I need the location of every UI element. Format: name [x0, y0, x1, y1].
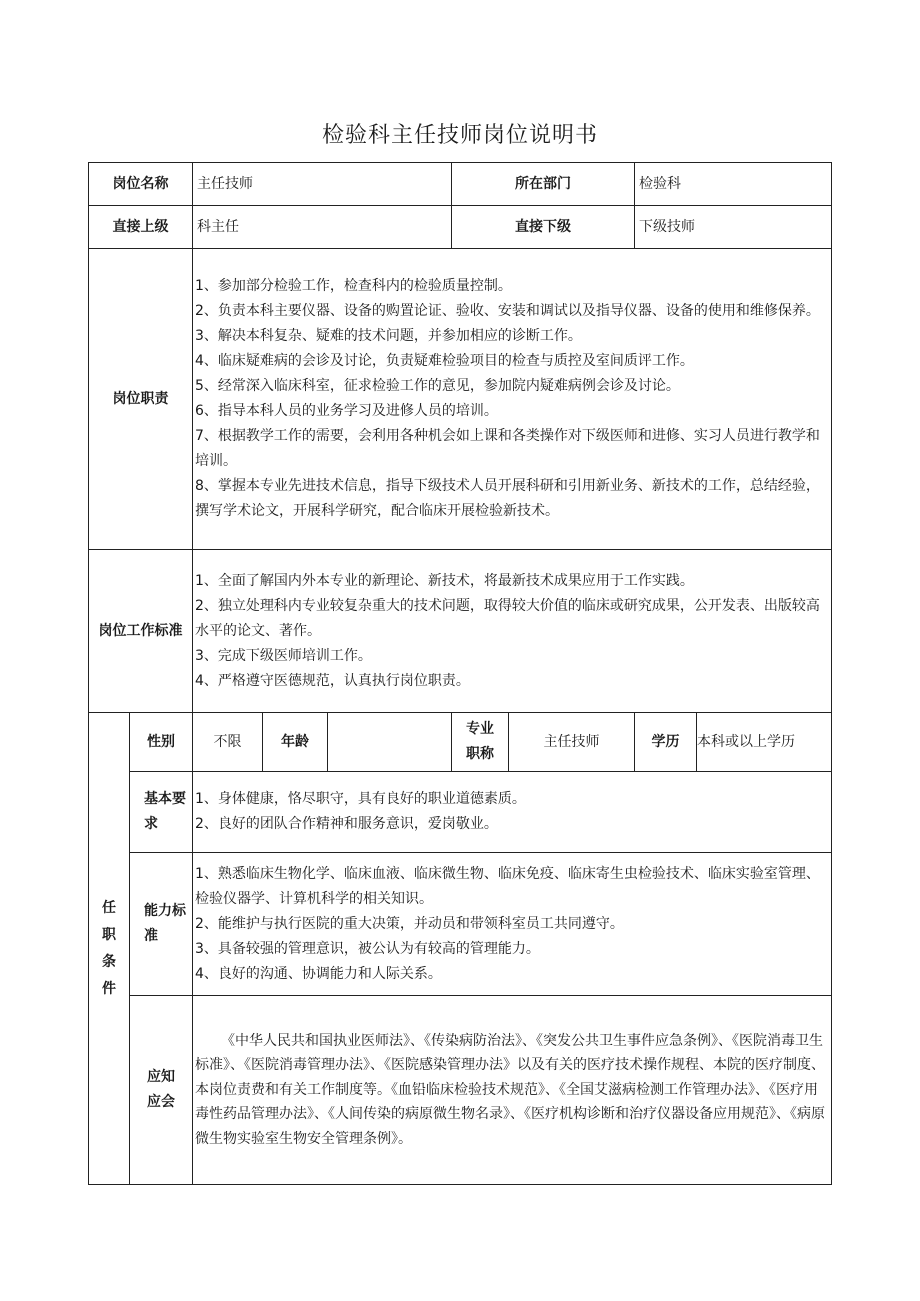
ability-item: 4、良好的沟通、协调能力和人际关系。	[195, 965, 442, 982]
basic-requirements-label: 基本要 求	[130, 772, 193, 853]
subordinate-value: 下级技师	[635, 206, 832, 249]
position-name-label: 岗位名称	[89, 163, 193, 206]
row-superior	[89, 206, 832, 249]
duty-item: 2、负责本科主要仪器、设备的购置论证、验收、安装和调试以及指导仪器、设备的使用和维修保养。	[195, 303, 820, 319]
education-value: 本科或以上学历	[697, 713, 832, 772]
superior-value: 科主任	[193, 206, 452, 249]
row-ability	[89, 853, 832, 996]
knowledge-label: 应知 应会	[130, 996, 193, 1185]
duties-label: 岗位职责	[89, 249, 193, 550]
job-description-table	[88, 162, 832, 1185]
standard-item: 1、全面了解国内外本专业的新理论、新技术，将最新技术成果应用于工作实践。	[195, 572, 694, 589]
department-label: 所在部门	[452, 163, 635, 206]
row-position-name	[89, 163, 832, 206]
education-label: 学历	[635, 713, 697, 772]
position-name-value: 主任技师	[193, 163, 452, 206]
duty-item: 4、临床疑难病的会诊及讨论，负责疑难检验项目的检查与质控及室间质评工作。	[195, 353, 694, 369]
standard-item: 3、完成下级医师培训工作。	[195, 647, 372, 664]
row-standards	[89, 550, 832, 713]
ability-list	[193, 853, 832, 996]
duty-item: 7、根据教学工作的需要，会利用各种机会如上课和各类操作对下级医师和进修、实习人员进行教学和培训。	[195, 428, 820, 469]
row-basic-requirements	[89, 772, 832, 853]
subordinate-label: 直接下级	[452, 206, 635, 249]
standards-label: 岗位工作标准	[89, 550, 193, 713]
age-value	[328, 713, 452, 772]
duty-item: 1、参加部分检验工作，检查科内的检验质量控制。	[195, 278, 512, 294]
ability-item: 2、能维护与执行医院的重大决策，并动员和带领科室员工共同遵守。	[195, 915, 624, 932]
duty-item: 6、指导本科人员的业务学习及进修人员的培训。	[195, 403, 498, 419]
duty-item: 8、掌握本专业先进技术信息，指导下级技术人员开展科研和引用新业务、新技术的工作，总结经验，撰写学术论文，开展科学研究，配合临床开展检验新技术。	[195, 478, 820, 519]
standard-item: 4、严格遵守医德规范，认真执行岗位职责。	[195, 672, 470, 689]
standards-list	[193, 550, 832, 713]
gender-value: 不限	[193, 713, 263, 772]
duty-item: 3、解决本科复杂、疑难的技术问题，并参加相应的诊断工作。	[195, 328, 582, 344]
basic-requirement-item: 2、良好的团队合作精神和服务意识，爱岗敬业。	[195, 816, 498, 832]
ability-label: 能力标 准	[130, 853, 193, 996]
row-basic-info	[89, 713, 832, 772]
basic-requirements-list	[193, 772, 832, 853]
superior-label: 直接上级	[89, 206, 193, 249]
knowledge-text: 《中华人民共和国执业医师法》、《传染病防治法》、《突发公共卫生事件应急条例》、《医院消毒卫生标准》、《医院消毒管理办法》、《医院感染管理办法》以及有关的医疗技术操作规程、本院的医疗制度、本岗位责费和有关工作制度等。《血铅临床检验技术规范》、《全国艾滋病检测工作管理办法》、《医疗用毒性药品管理办法》、《人间传染的病原微生物名录》、《医疗机构诊断和治疗仪器设备应用规范》、《病原微生物实验室生物安全管理条例》。	[193, 996, 832, 1185]
gender-label: 性别	[130, 713, 193, 772]
requirements-group-label: 任 职 条 件	[89, 713, 130, 1185]
title-value: 主任技师	[509, 713, 635, 772]
ability-item: 1、熟悉临床生物化学、临床血液、临床微生物、临床免疫、临床寄生虫检验技术、临床实验室管理、检验仪器学、计算机科学的相关知识。	[195, 865, 820, 907]
ability-item: 3、具备较强的管理意识，被公认为有较高的管理能力。	[195, 940, 540, 957]
standard-item: 2、独立处理科内专业较复杂重大的技术问题，取得较大价值的临床或研究成果，公开发表、出版较高水平的论文、著作。	[195, 597, 820, 639]
page-title: 检验科主任技师岗位说明书	[321, 123, 598, 148]
row-duties	[89, 249, 832, 550]
basic-requirement-item: 1、身体健康，恪尽职守，具有良好的职业道德素质。	[195, 791, 526, 807]
duties-list	[193, 249, 832, 550]
title-label: 专业 职称	[452, 713, 509, 772]
age-label: 年龄	[263, 713, 328, 772]
row-knowledge	[89, 996, 832, 1185]
duty-item: 5、经常深入临床科室，征求检验工作的意见，参加院内疑难病例会诊及讨论。	[195, 378, 680, 394]
department-value: 检验科	[635, 163, 832, 206]
